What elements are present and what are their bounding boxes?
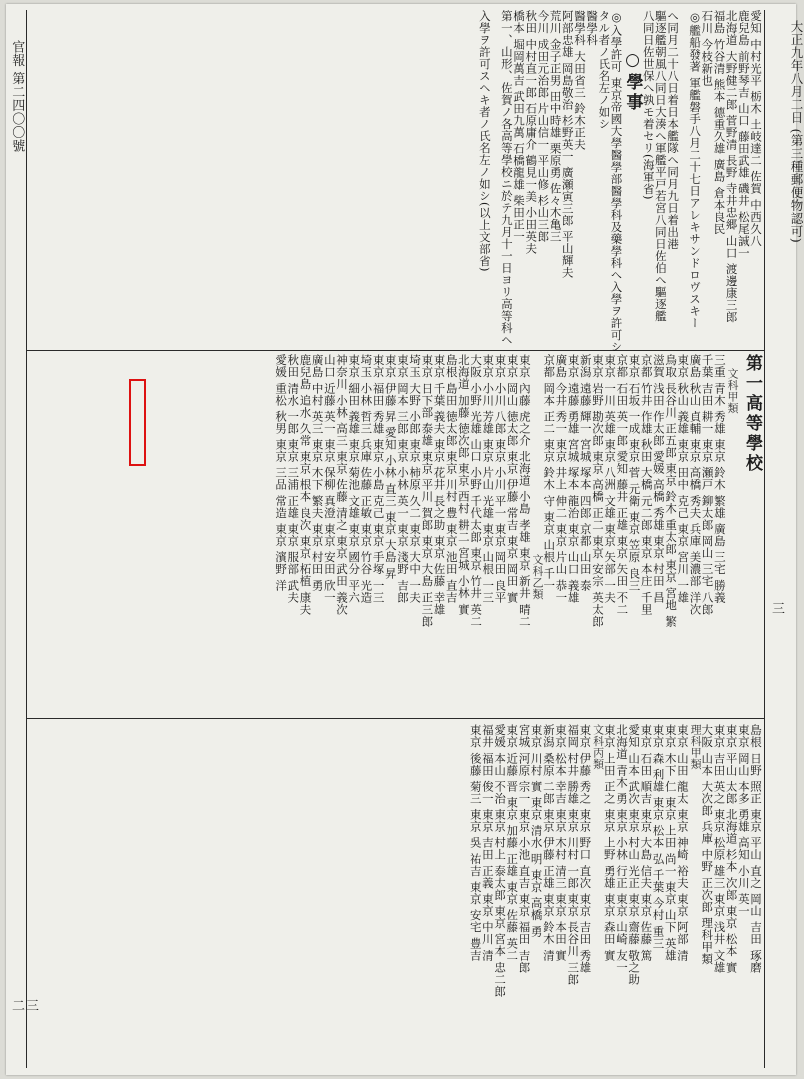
name-column: 愛媛 重松 秋男 東京 三品 常造 東京 濱野 洋 — [274, 354, 289, 592]
notice-line: 八同日佐世保へ孰モ着セリ(海軍省) — [641, 10, 656, 200]
name-column: 愛媛 本山 不治 東京 村上 泰太郎 東京 宮本 忠二郎 — [493, 724, 508, 998]
page-number-left: 二三 — [12, 999, 41, 1014]
name-column: 千葉 吉田 耕一 東京 瀬戸 鉚太郎 岡山 三宅 八郎 — [700, 354, 715, 616]
name-column: 廣島 今井 秀一 東京 井上 伸二 東京 片山 恭一 — [554, 354, 569, 604]
name-column: 秋田 清水 一郎 東京 三浦 正雄 東京 服部 武夫 — [286, 354, 301, 604]
name-column: 埼玉 大野 小郎 東京 柿原 久二 東京 大中 一夫 — [408, 354, 423, 604]
notice-line: 福島 竹谷清 熊本 德重久雄 廣島 倉本良民 — [712, 10, 727, 235]
page-content — [9, 10, 804, 1068]
name-column: 大阪 小野 光雄 山口 小野 千代太郎 東京 竹井 英二 — [469, 354, 484, 628]
name-column: 京都 竹井 作雄 秋田 大橋 元二郎 東京 本庄 千里 — [639, 354, 654, 616]
name-column: 東京 岡本 三郎 東京 小林 英一 東京 淺野 吉郎 — [395, 354, 410, 604]
name-column: 滋賀 浅田 作太郎 愛媛 高橋 秀雄 東京 村田 昌 — [651, 354, 666, 604]
name-column: 東京 松本 幸吉 東京 木村 清三 東京 本田 實 — [554, 724, 568, 962]
notice-line: 醫學科 大田省三 鈴木正夫 — [572, 10, 587, 151]
notice-line: 石川 今枝新也 — [700, 10, 715, 87]
name-column: 埼玉 小林 哲三 兵庫 佐藤 正敏 東京 竹谷 光造 — [359, 354, 374, 604]
name-column: 福井 福田 俊一 東京 吉田 正義 東京 中川 清 — [480, 724, 495, 962]
notice-line: ◎入學許可 東京帝國大學醫學部醫學科及藥學科へ入學ヲ許可シ — [609, 10, 624, 353]
name-column-highlighted: 鹿兒島 追水 久常 東京 根本 良次 東京 柘植 康夫 — [298, 354, 313, 616]
notice-line: 北海道 大野健二郎 菅野清 長野 寺井忠郷 山口 渡邊康三郎 — [724, 10, 739, 323]
notice-line: 今川 成田元治郎 片山信一 平山修 杉山三郎 — [536, 10, 551, 243]
newspaper-page — [6, 4, 804, 1075]
notice-line: 橋本 堀岡萬吉 武田九萬 石橋龍雄 柴田正一 — [512, 10, 526, 243]
name-column: 廣島 秋山 貞輔 東京 高橋 秀夫 兵庫 美濃部 洋次 — [688, 354, 703, 616]
school-title: 第一高等學校 — [742, 354, 762, 474]
name-column: 東京 小川 八郎 東京 小川 平一 東京 岡田 良平 — [493, 354, 508, 604]
name-column: 廣島 中村 英三 東京 木下 繁夫 東京 村田 勇 — [310, 354, 325, 592]
name-column: 東京 木下 仁 東京 上田 尚一 東京 山下 英雄 — [663, 724, 678, 962]
gakuji-heading: ○學事 — [622, 50, 643, 113]
notice-line: ◎艦船發著 軍艦磐手八月二十七日アレキサンドロヴスキー — [688, 10, 703, 329]
name-column: 東京 福田 秀雄 東京 小島 克己 東京 手塚 一三 — [371, 354, 386, 604]
left-border-rule — [26, 10, 27, 1068]
name-column: 東京 上田 正之 東京 上野 勇雄 東京 森田 實 — [602, 724, 617, 962]
name-column: 東京 平山 太郎 北海道 杉本 次郎 東京 松本 實 — [724, 724, 739, 974]
name-column: 京都 石田 英一郎 愛知 藤井 正雄 東京 矢田 不二 — [615, 354, 630, 616]
name-column: 東京 伊藤 昇 愛知 小林 直三 東京 大島 昇 — [383, 354, 398, 580]
name-column: 東京 石坂 一成 東京 菅 元衛 東京 笠原 良三 — [627, 354, 642, 592]
name-column: 山口 近藤 英一 東京 保柳 真澄 東京 安田 欣一 — [322, 354, 337, 604]
notice-line: 鹿兒島 前野琴吉 山口 藤田武雄 磯井 松尾誠一 — [736, 10, 751, 259]
section-label: 文科甲類 — [726, 368, 739, 414]
name-column: 東京 遠藤 勇雄 宮城 塚本 龍治 東京 山口 義雄 — [566, 354, 581, 604]
name-column: 大阪 山本 大次郎 兵庫 中野 正次郎 理科甲類 — [700, 724, 715, 965]
notice-line: 驅逐艦朝風八同日大湊へ軍艦平戸若宮八同日佐伯へ驅逐艦 — [653, 10, 668, 322]
issue-number-text: 官報 第二四〇〇號 — [9, 40, 25, 153]
name-column: 東京 川村 實 東京 清水 明 東京 高橋 勇 — [529, 724, 544, 938]
section-label: 文科丙類 — [591, 724, 605, 770]
notice-line: へ同月二十八日着日本艦隊へ同月九日着出港 — [666, 10, 681, 250]
issue-number-header — [9, 40, 25, 153]
name-column: 京都 岡本 正二 東京 鈴木 守 東京 山根 千一 — [542, 354, 557, 592]
name-column: 東京 小川 芳雄 東京 片山 光雄 東京 山根 一三 — [481, 354, 496, 604]
right-border-rule — [764, 10, 765, 1068]
name-column: 宮城 河原 宗一 東京 小池 直吉 東京 福田 吉郎 — [517, 724, 532, 974]
notice-line: 醫學科 — [585, 10, 600, 46]
issue-date-text: 大正九年八月二日 (第三種郵便物認可) — [789, 20, 804, 244]
highlight-box — [129, 379, 146, 466]
name-column: 神奈川 小林 高三 東京 佐藤 清之 東京 武田 義次 — [335, 354, 349, 616]
notice-line: 秋田 中村直一郎 石原庸介 鶴見一美 小田英夫 — [524, 10, 539, 255]
name-column: 北海道 加藤 徳次郎 東京 西村 耕二 宮城 小林 實 — [456, 354, 471, 616]
top-notice-panel — [40, 10, 763, 353]
name-column: 東京 細田 義雄 東京 菊池 文雄 東京 國分 平六 — [347, 354, 362, 604]
section-label: 理科甲類 — [689, 724, 703, 770]
admission-list-panel — [40, 354, 762, 714]
name-column: 三重 青木 秀雄 東京 鈴木 繁雄 廣島 三宅 勝義 — [712, 354, 727, 604]
name-column: 福岡 村井 勝雄 東京 川村 一郎 東京 長谷川 三郎 — [566, 724, 581, 986]
name-column: 東京 日下部 泰雄 東京 平川 賀郎 東京 大島 正三郎 — [420, 354, 435, 628]
notice-line: 荒川 金子正男 田中時雄 栗原勇 佐々木亀三 — [548, 10, 563, 243]
name-column: 東京 森 利雄 東京 松本 弘 千葉 今村 重三 — [651, 724, 666, 950]
notice-line: 愛知 中村光平 栃木 土岐達二 佐賀 中西久八 — [749, 10, 763, 247]
name-column: 東京 石田 順吉 東京 大島 信夫 東京 佐藤 篤 — [639, 724, 654, 962]
notice-line: 阿部忠雄 岡島敬治 杉野英一 廣瀬寅三郎 平山輝夫 — [560, 10, 575, 279]
name-column: 東京 秋山 義雄 東京 田中 克己 東京 宮川 一雄 — [676, 354, 691, 604]
notice-line: タル者ノ氏名左ノ如シ — [597, 10, 612, 130]
name-column: 東京 伊藤 秀之 東京 野口 直次 東京 吉田 秀雄 — [578, 724, 593, 974]
name-column: 東京 吉田 英之 東京 松原 雄三 東京 浅井 文雄 — [712, 724, 727, 974]
name-column: 東京 內藤 虎之介 北海道 小島 孝雄 東京 新井 晴二 — [517, 354, 532, 628]
name-column: 東京 山田 龍太 東京 神崎 裕夫 東京 阿部 清 — [675, 724, 690, 962]
notice-line: 入學ヲ許可スヘキ者ノ氏名左ノ如シ(以上文部省) — [477, 10, 492, 272]
name-column: 東京 近藤 晋 東京 加藤 正雄 東京 佐藤 英二 — [505, 724, 520, 962]
name-column: 東京 一川 英雄 東京 八洲 文雄 東京 矢部 一夫 — [603, 354, 618, 604]
top-section-rule — [26, 350, 764, 351]
name-column: 新潟 遠藤 輝一 宮城 塚本 四郎 京都 山田 泰 — [578, 354, 593, 592]
name-column: 東京 岡山 徳太郎 東京 伊藤 常吉 東京 岡田 實 — [505, 354, 520, 604]
lower-list-panel — [40, 724, 762, 1068]
issue-date-header — [790, 20, 802, 243]
name-column: 鳥取 長谷川 正五郎 東京 鈴木 重太郎 東京 宮地 繁 — [664, 354, 679, 628]
name-column: 愛知 山本 武次 東京 村山 光正 東京 齋藤 敬之助 — [627, 724, 642, 986]
name-column: 東京 千葉 義夫 東京 花井 長之助 東京 佐藤 幸雄 — [432, 354, 447, 616]
name-column: 島根 島田 徳太郎 東京 川村 豊 東京 池田 直吉 — [444, 354, 459, 604]
name-column: 北海道 青木 勇 東京 小林 行正 東京 山崎 友一 — [614, 724, 629, 974]
section-label: 文科乙類 — [531, 554, 544, 600]
name-column: 島根 日野 照正 東京 平山 直之 岡山 吉田 琢磨 — [749, 724, 763, 974]
middle-section-rule — [26, 718, 764, 719]
name-column: 東京 岩野 勘次郎 東京 高橋 正二 東京 安宗 英太郎 — [590, 354, 605, 628]
page-number-right: 三 — [772, 602, 787, 617]
name-column: 東京 岡山 本多 勇雄 高知 小川 英一 — [736, 724, 751, 917]
notice-line: 第一、山形、佐賀ノ各高等學校ニ於テ九月十一日ヨリ高等科ヘ — [499, 10, 514, 346]
name-column: 新潟 桑原 二郎 東京 伊藤 正雄 東京 鈴木 清 — [541, 724, 556, 962]
name-column: 東京 後藤 菊三 東京 吳 祐吉 東京 安宅 豊吉 — [468, 724, 483, 962]
